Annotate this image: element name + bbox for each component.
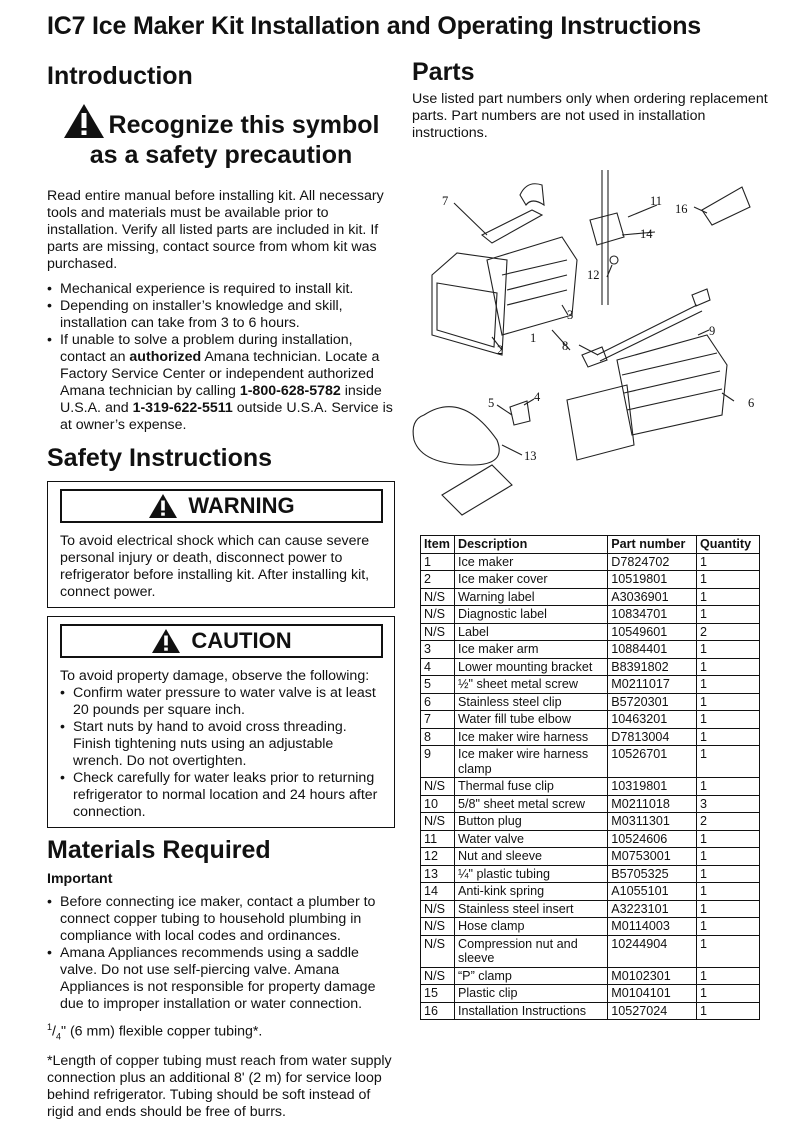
table-row <box>421 848 760 866</box>
cell-description: Installation Instructions <box>454 1002 607 1020</box>
cell-quantity: 1 <box>697 676 760 694</box>
diagram-label-12: 12 <box>587 268 600 282</box>
list-item: • Mechanical experience is required to install kit. <box>47 281 395 298</box>
cell-part-number: M0114003 <box>608 918 697 936</box>
cell-part-number: 10526701 <box>608 746 697 778</box>
table-row <box>421 883 760 901</box>
cell-description: Diagnostic label <box>454 606 607 624</box>
table-row <box>421 778 760 796</box>
column-header-item: Item <box>421 536 455 554</box>
cell-description: Thermal fuse clip <box>454 778 607 796</box>
cell-part-number: M0102301 <box>608 967 697 985</box>
tubing-text: " (6 mm) flexible copper tubing*. <box>60 1023 263 1040</box>
cell-part-number: B5705325 <box>608 865 697 883</box>
cell-quantity: 1 <box>697 830 760 848</box>
left-column <box>47 62 395 1121</box>
column-header-part-number: Part number <box>608 536 697 554</box>
cell-description: Label <box>454 623 607 641</box>
cell-description: “P” clamp <box>454 967 607 985</box>
materials-heading: Materials Required <box>47 836 271 864</box>
diagram-label-1: 1 <box>530 331 537 345</box>
cell-description: Ice maker <box>454 553 607 571</box>
page-title: IC7 Ice Maker Kit Installation and Operating Instructions <box>47 12 702 40</box>
table-row <box>421 795 760 813</box>
table-row <box>421 641 760 659</box>
table-row <box>421 676 760 694</box>
cell-part-number: 10463201 <box>608 711 697 729</box>
symbol-line-2: as a safety precaution <box>89 141 353 169</box>
plastic-tubing <box>413 407 499 465</box>
cell-quantity: 1 <box>697 985 760 1003</box>
cell-item: 11 <box>421 830 455 848</box>
parts-table-wrapper <box>420 535 760 1020</box>
table-row <box>421 900 760 918</box>
warning-label: WARNING <box>188 493 295 518</box>
table-row <box>421 830 760 848</box>
caution-intro: To avoid property damage, observe the following: <box>60 668 370 684</box>
cell-part-number: M0211017 <box>608 676 697 694</box>
diagram-label-16: 16 <box>675 202 688 216</box>
cell-item: 1 <box>421 553 455 571</box>
cell-item: N/S <box>421 623 455 641</box>
lower-ice-maker <box>617 335 727 435</box>
cell-part-number: 10319801 <box>608 778 697 796</box>
cell-item: 3 <box>421 641 455 659</box>
intro-list <box>47 281 395 434</box>
list-item <box>47 332 395 434</box>
cell-part-number: D7824702 <box>608 553 697 571</box>
fraction-denominator: 4 <box>55 1031 61 1042</box>
materials-list <box>47 894 395 1013</box>
cell-item: N/S <box>421 813 455 831</box>
ice-maker <box>487 237 577 335</box>
right-column <box>412 58 768 142</box>
caution-box <box>47 616 395 828</box>
cell-quantity: 1 <box>697 967 760 985</box>
table-row <box>421 813 760 831</box>
list-item: • Start nuts by hand to avoid cross threading. Finish tightening nuts using an adjustable wrench. Do not overtighten. <box>60 719 384 770</box>
cell-part-number: 10524606 <box>608 830 697 848</box>
table-row <box>421 918 760 936</box>
safety-symbol-heading <box>47 103 395 170</box>
table-row <box>421 623 760 641</box>
cell-part-number: M0311301 <box>608 813 697 831</box>
cell-quantity: 2 <box>697 813 760 831</box>
table-row <box>421 746 760 778</box>
cell-description: Hose clamp <box>454 918 607 936</box>
cell-quantity: 1 <box>697 606 760 624</box>
cell-part-number: A3036901 <box>608 588 697 606</box>
cell-quantity: 1 <box>697 711 760 729</box>
cell-part-number: M0753001 <box>608 848 697 866</box>
cell-part-number: M0211018 <box>608 795 697 813</box>
cell-quantity: 1 <box>697 553 760 571</box>
warning-triangle-icon <box>148 493 178 519</box>
cell-item: 9 <box>421 746 455 778</box>
cell-item: 13 <box>421 865 455 883</box>
phone-intl: 1-319-622-5511 <box>132 400 233 416</box>
list-item: • Before connecting ice maker, contact a plumber to connect copper tubing to household plumbing in compliance with local codes and ordinances. <box>47 894 395 945</box>
diagram-label-7: 7 <box>442 194 449 208</box>
table-row <box>421 588 760 606</box>
cell-item: 6 <box>421 693 455 711</box>
warning-triangle-icon <box>63 103 105 139</box>
safety-heading: Safety Instructions <box>47 444 273 472</box>
mounting-bracket <box>510 401 530 425</box>
table-row <box>421 728 760 746</box>
fill-tube-elbow <box>482 210 542 243</box>
warning-text: To avoid electrical shock which can cause severe personal injury or death, disconnect power to refrigerator before installing kit. After installing kit, connect power. <box>60 533 370 600</box>
cell-part-number: B8391802 <box>608 658 697 676</box>
cell-description: Ice maker wire harness <box>454 728 607 746</box>
cell-description: ¼" plastic tubing <box>454 865 607 883</box>
cell-item: 5 <box>421 676 455 694</box>
cell-description: Ice maker cover <box>454 571 607 589</box>
cell-part-number: A3223101 <box>608 900 697 918</box>
cell-item: 10 <box>421 795 455 813</box>
cell-item: N/S <box>421 588 455 606</box>
table-row <box>421 935 760 967</box>
stainless-clip <box>702 187 750 225</box>
cell-description: ½" sheet metal screw <box>454 676 607 694</box>
symbol-line-1: Recognize this symbol <box>108 111 380 139</box>
table-header-row <box>421 536 760 554</box>
fraction-numerator: 1 <box>47 1022 53 1032</box>
diagram-label-3: 3 <box>567 308 574 322</box>
cell-item: N/S <box>421 918 455 936</box>
parts-intro: Use listed part numbers only when ordering replacement parts. Part numbers are not used in installation instructions. <box>412 91 768 141</box>
cell-part-number: B5720301 <box>608 693 697 711</box>
parts-table-body <box>421 553 760 1020</box>
table-row <box>421 658 760 676</box>
diagram-label-5: 5 <box>488 396 495 410</box>
cell-item: 8 <box>421 728 455 746</box>
cell-part-number: 10549601 <box>608 623 697 641</box>
diagram-label-6: 6 <box>748 396 755 410</box>
cell-quantity: 1 <box>697 693 760 711</box>
cell-description: Water valve <box>454 830 607 848</box>
cell-item: N/S <box>421 900 455 918</box>
materials-subheading: Important <box>47 871 113 887</box>
diagram-label-4: 4 <box>534 390 541 404</box>
parts-table <box>420 535 760 1020</box>
diagram-label-11: 11 <box>650 194 663 208</box>
cell-description: Compression nut and sleeve <box>454 935 607 967</box>
text-run: outside U.S.A. Service is at owner’s expense. <box>60 400 393 433</box>
cell-quantity: 1 <box>697 935 760 967</box>
bold-authorized: authorized <box>129 349 202 365</box>
table-row <box>421 606 760 624</box>
table-row <box>421 865 760 883</box>
column-header-description: Description <box>454 536 607 554</box>
cell-description: Anti-kink spring <box>454 883 607 901</box>
table-row <box>421 693 760 711</box>
cell-item: 4 <box>421 658 455 676</box>
warning-box <box>47 481 395 608</box>
cell-part-number: A1055101 <box>608 883 697 901</box>
cell-description: Ice maker arm <box>454 641 607 659</box>
diagram-label-13: 13 <box>524 449 537 463</box>
cell-quantity: 1 <box>697 900 760 918</box>
warning-triangle-icon <box>151 628 181 654</box>
list-item: • Amana Appliances recommends using a saddle valve. Do not use self-piercing valve. Amana Appliances is not responsible for property damage due to improper installation or water connection. <box>47 945 395 1013</box>
cell-quantity: 1 <box>697 728 760 746</box>
cell-quantity: 1 <box>697 848 760 866</box>
cell-quantity: 1 <box>697 641 760 659</box>
cell-description: Lower mounting bracket <box>454 658 607 676</box>
cell-part-number: M0104101 <box>608 985 697 1003</box>
list-item: • Depending on installer’s knowledge and skill, installation can take from 3 to 6 hours. <box>47 298 395 332</box>
table-row <box>421 711 760 729</box>
phone-us: 1-800-628-5782 <box>239 383 341 399</box>
tubing-line: $^1/_4$" (6 mm) flexible copper tubing*. <box>47 1022 263 1042</box>
cell-description: Water fill tube elbow <box>454 711 607 729</box>
table-row <box>421 553 760 571</box>
cell-item: 7 <box>421 711 455 729</box>
cell-description: Stainless steel clip <box>454 693 607 711</box>
water-valve <box>602 170 608 305</box>
warning-header <box>60 489 383 523</box>
list-item: • Check carefully for water leaks prior to returning refrigerator to normal location and 24 hours after connection. <box>60 770 384 821</box>
diagram-label-14: 14 <box>640 227 653 241</box>
table-row <box>421 967 760 985</box>
cell-quantity: 2 <box>697 623 760 641</box>
table-row <box>421 1002 760 1020</box>
cell-quantity: 1 <box>697 918 760 936</box>
cell-part-number: D7813004 <box>608 728 697 746</box>
cell-description: 5/8" sheet metal screw <box>454 795 607 813</box>
cell-description: Ice maker wire harness clamp <box>454 746 607 778</box>
cell-description: Plastic clip <box>454 985 607 1003</box>
cell-item: 16 <box>421 1002 455 1020</box>
column-header-quantity: Quantity <box>697 536 760 554</box>
cell-quantity: 1 <box>697 778 760 796</box>
parts-heading: Parts <box>412 58 475 86</box>
list-item: • Confirm water pressure to water valve is at least 20 pounds per square inch. <box>60 685 384 719</box>
cell-item: N/S <box>421 935 455 967</box>
cell-item: N/S <box>421 967 455 985</box>
cell-description: Stainless steel insert <box>454 900 607 918</box>
cell-item: 14 <box>421 883 455 901</box>
cell-quantity: 1 <box>697 571 760 589</box>
cell-quantity: 1 <box>697 746 760 778</box>
diagram-label-2: 2 <box>497 343 504 357</box>
wire-harness <box>597 305 702 361</box>
cell-part-number: 10834701 <box>608 606 697 624</box>
cell-item: N/S <box>421 778 455 796</box>
cell-item: 15 <box>421 985 455 1003</box>
cell-quantity: 1 <box>697 883 760 901</box>
footnote: *Length of copper tubing must reach from water supply connection plus an additional 8' (2 m) for service loop behind refrigerator. Tubing should be soft instead of rigid and ends should be free of burrs. <box>47 1052 392 1120</box>
table-row <box>421 571 760 589</box>
diagram-label-9: 9 <box>709 324 716 338</box>
introduction-heading: Introduction <box>47 62 193 90</box>
cell-description: Button plug <box>454 813 607 831</box>
cell-part-number: 10519801 <box>608 571 697 589</box>
cell-description: Nut and sleeve <box>454 848 607 866</box>
cell-quantity: 1 <box>697 588 760 606</box>
cell-item: 12 <box>421 848 455 866</box>
cell-description: Warning label <box>454 588 607 606</box>
cell-quantity: 1 <box>697 658 760 676</box>
cell-quantity: 1 <box>697 865 760 883</box>
cell-part-number: 10527024 <box>608 1002 697 1020</box>
text-run: If unable to solve a problem during installation, contact an <box>60 332 353 365</box>
parts-diagram <box>402 165 770 525</box>
caution-list <box>60 685 384 821</box>
cell-item: 2 <box>421 571 455 589</box>
diagram-label-8: 8 <box>562 339 569 353</box>
cell-part-number: 10244904 <box>608 935 697 967</box>
cell-quantity: 3 <box>697 795 760 813</box>
table-row <box>421 985 760 1003</box>
intro-paragraph: Read entire manual before installing kit. All necessary tools and materials must be available prior to installation. Verify all listed parts are included in kit. If parts are missing, contact source from whom kit was purchased. <box>47 188 384 272</box>
text-run: inside U.S.A. and <box>60 383 382 416</box>
text-run: Amana technician. Locate a Factory Service Center or independent authorized Amana technician by calling <box>60 349 380 399</box>
cell-quantity: 1 <box>697 1002 760 1020</box>
caution-label: CAUTION <box>191 628 292 653</box>
caution-header <box>60 624 383 658</box>
cell-part-number: 10884401 <box>608 641 697 659</box>
cell-item: N/S <box>421 606 455 624</box>
